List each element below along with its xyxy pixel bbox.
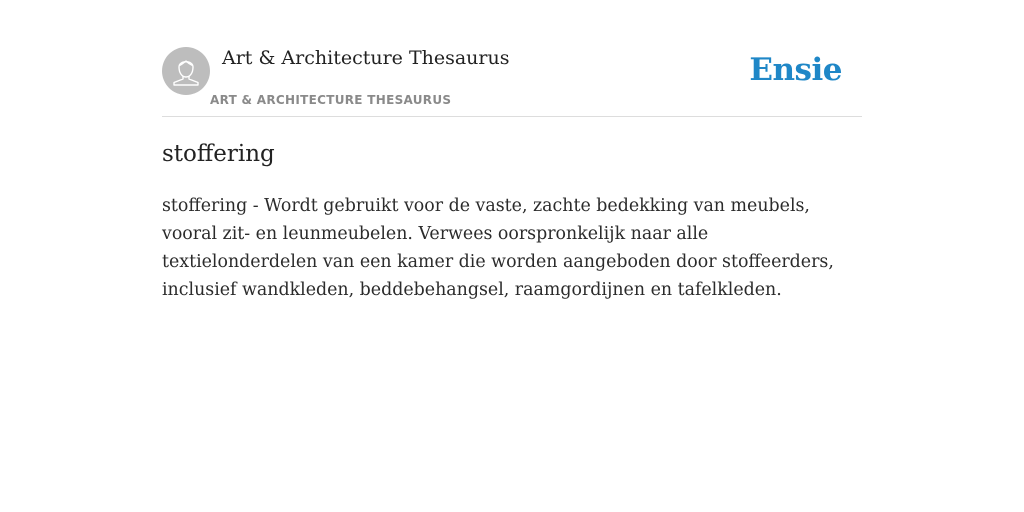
ensie-logo[interactable]: Ensie xyxy=(749,52,842,88)
definition-text: stoffering - Wordt gebruikt voor de vaste, zachte bedekking van meubels, vooral zit- en leunmeubelen. Verwees oorspronkelijk naar alle textielonderdelen van een kamer die worden aangeboden door stoffeerders, inclusief wandkleden, beddebehangsel, raamgordijnen en tafelkleden. xyxy=(162,196,834,300)
header xyxy=(162,0,862,117)
page-title: stoffering xyxy=(162,141,275,167)
user-icon xyxy=(162,47,210,95)
source-subtitle[interactable]: ART & ARCHITECTURE THESAURUS xyxy=(210,93,452,107)
avatar[interactable] xyxy=(162,47,210,95)
source-title[interactable]: Art & Architecture Thesaurus xyxy=(222,47,510,69)
